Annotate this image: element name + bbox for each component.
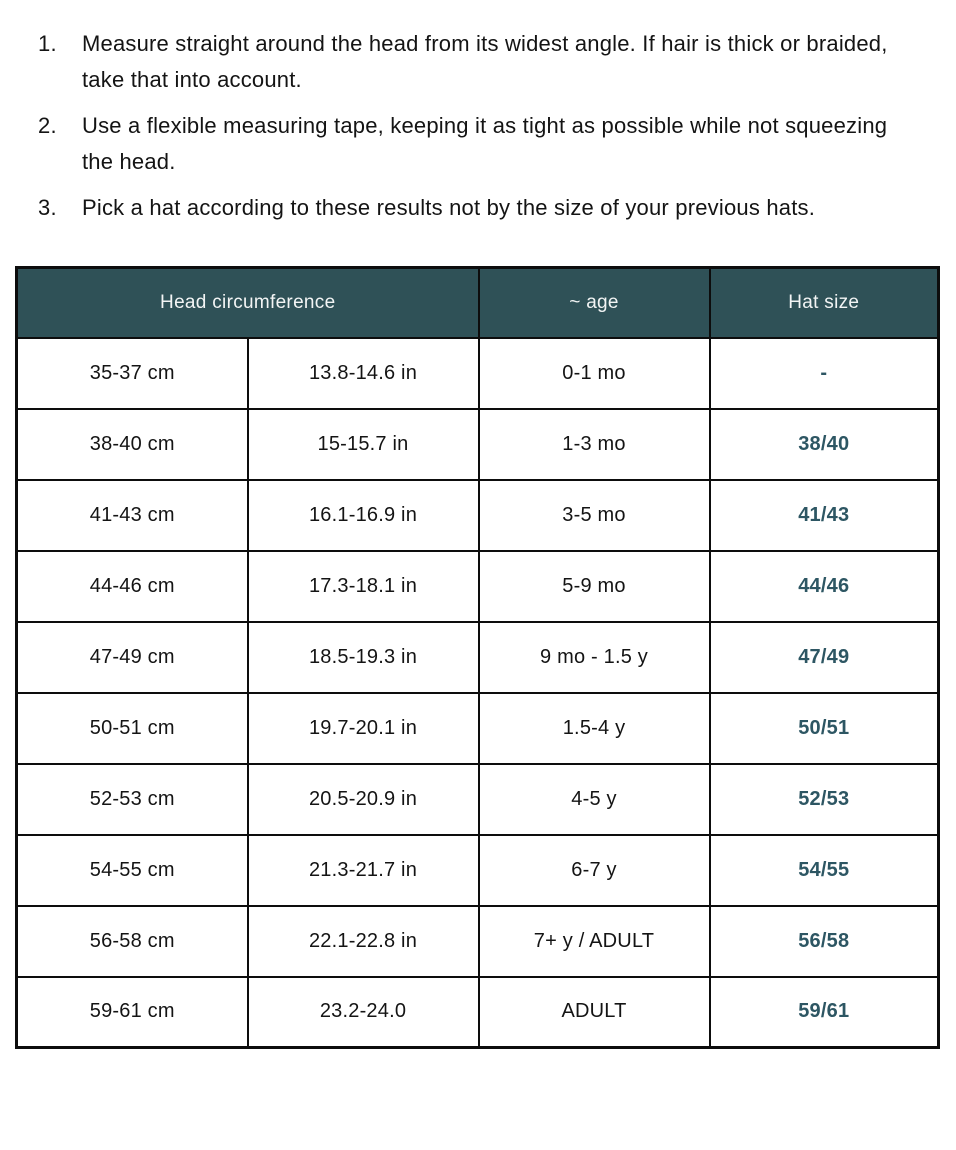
- table-row: [17, 764, 939, 835]
- table-row: [17, 551, 939, 622]
- cell-age: 3-5 mo: [479, 480, 710, 551]
- cell-cm: 44-46 cm: [17, 551, 248, 622]
- cell-in: 22.1-22.8 in: [248, 906, 479, 977]
- cell-age: 9 mo - 1.5 y: [479, 622, 710, 693]
- table-row: [17, 977, 939, 1048]
- cell-age: 4-5 y: [479, 764, 710, 835]
- cell-in: 16.1-16.9 in: [248, 480, 479, 551]
- cell-age: 0-1 mo: [479, 338, 710, 409]
- cell-hat-size: 41/43: [710, 480, 939, 551]
- table-row: [17, 835, 939, 906]
- cell-cm: 41-43 cm: [17, 480, 248, 551]
- cell-age: 1-3 mo: [479, 409, 710, 480]
- cell-age: ADULT: [479, 977, 710, 1048]
- cell-hat-size: 38/40: [710, 409, 939, 480]
- cell-hat-size: 52/53: [710, 764, 939, 835]
- col-header-head-circumference: Head circumference: [17, 268, 479, 338]
- cell-cm: 56-58 cm: [17, 906, 248, 977]
- cell-hat-size: 44/46: [710, 551, 939, 622]
- cell-in: 18.5-19.3 in: [248, 622, 479, 693]
- hat-size-chart-table: [15, 266, 940, 1049]
- cell-age: 7+ y / ADULT: [479, 906, 710, 977]
- cell-cm: 52-53 cm: [17, 764, 248, 835]
- cell-cm: 47-49 cm: [17, 622, 248, 693]
- cell-in: 19.7-20.1 in: [248, 693, 479, 764]
- table-row: [17, 693, 939, 764]
- cell-cm: 38-40 cm: [17, 409, 248, 480]
- cell-in: 13.8-14.6 in: [248, 338, 479, 409]
- instruction-item-3: Pick a hat according to these results not by the size of your previous hats.: [82, 195, 816, 220]
- instruction-item-1: Measure straight around the head from its widest angle. If hair is thick or braided, take that into account.: [82, 31, 888, 92]
- cell-age: 1.5-4 y: [479, 693, 710, 764]
- table-row: [17, 906, 939, 977]
- cell-hat-size: 56/58: [710, 906, 939, 977]
- col-header-age: ~ age: [479, 268, 710, 338]
- col-header-hat-size: Hat size: [710, 268, 939, 338]
- cell-hat-size: 47/49: [710, 622, 939, 693]
- cell-age: 6-7 y: [479, 835, 710, 906]
- cell-hat-size: 50/51: [710, 693, 939, 764]
- instruction-item-2: Use a flexible measuring tape, keeping it as tight as possible while not squeezing the head.: [82, 113, 888, 174]
- table-row: [17, 409, 939, 480]
- cell-hat-size: 59/61: [710, 977, 939, 1048]
- cell-in: 15-15.7 in: [248, 409, 479, 480]
- cell-hat-size: -: [710, 338, 939, 409]
- cell-cm: 50-51 cm: [17, 693, 248, 764]
- cell-in: 21.3-21.7 in: [248, 835, 479, 906]
- cell-in: 17.3-18.1 in: [248, 551, 479, 622]
- table-row: [17, 622, 939, 693]
- cell-in: 20.5-20.9 in: [248, 764, 479, 835]
- cell-cm: 59-61 cm: [17, 977, 248, 1048]
- cell-hat-size: 54/55: [710, 835, 939, 906]
- table-row: [17, 480, 939, 551]
- cell-cm: 35-37 cm: [17, 338, 248, 409]
- cell-age: 5-9 mo: [479, 551, 710, 622]
- size-chart-header-row: [17, 268, 939, 338]
- cell-in: 23.2-24.0: [248, 977, 479, 1048]
- table-row: [17, 338, 939, 409]
- cell-cm: 54-55 cm: [17, 835, 248, 906]
- measurement-instructions-list: [0, 0, 900, 226]
